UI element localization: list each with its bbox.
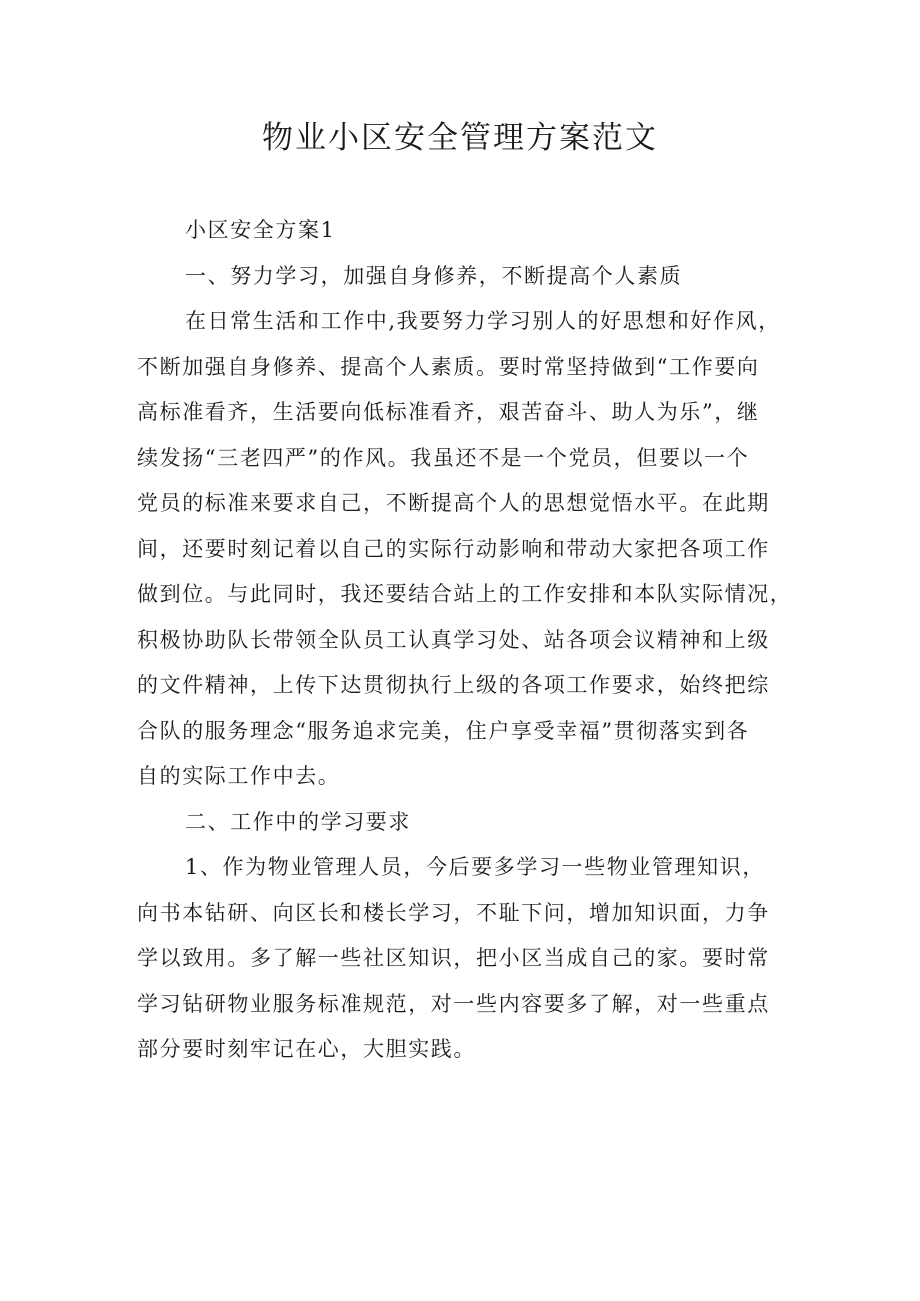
text-line: 小区安全方案1 — [185, 218, 336, 242]
text-line: 向书本钻研、向区长和楼长学习，不耻下问，增加知识面，力争 — [137, 900, 770, 925]
text-line: 二、工作中的学习要求 — [185, 809, 411, 834]
paragraph-daily-study — [137, 299, 797, 800]
text-line: 高标准看齐，生活要向低标准看齐，艰苦奋斗、助人为乐”，继 — [137, 400, 760, 424]
section-heading-study — [137, 254, 797, 300]
text-line: 合队的服务理念“服务追求完美，住户享受幸福”贯彻落实到各 — [137, 718, 750, 743]
text-line: 不断加强自身修养、提高个人素质。要时常坚持做到“工作要向 — [137, 354, 760, 379]
text-line: 1、作为物业管理人员，今后要多学习一些物业管理知识， — [185, 855, 765, 879]
section-heading-work-study — [137, 800, 797, 846]
text-line: 部分要时刻牢记在心，大胆实践。 — [137, 1037, 476, 1061]
text-line: 学以致用。多了解一些社区知识，把小区当成自己的家。要时常 — [137, 946, 770, 970]
section-heading-plan-1 — [137, 208, 797, 254]
document-body — [137, 208, 797, 1073]
text-line: 续发扬“三老四严”的作风。我虽还不是一个党员，但要以一个 — [137, 445, 750, 470]
text-line: 间，还要时刻记着以自己的实际行动影响和带动大家把各项工作 — [137, 536, 770, 561]
text-line: 一、努力学习，加强自身修养，不断提高个人素质 — [185, 263, 683, 288]
text-line: 党员的标准来要求自己，不断提高个人的思想觉悟水平。在此期 — [137, 491, 770, 515]
document-title: 物业小区安全管理方案范文 — [262, 120, 658, 156]
text-line: 的文件精神，上传下达贯彻执行上级的各项工作要求，始终把综 — [137, 673, 770, 697]
text-line: 在日常生活和工作中,我要努力学习别人的好思想和好作风， — [185, 309, 781, 333]
paragraph-property-knowledge — [137, 845, 797, 1073]
text-line: 做到位。与此同时，我还要结合站上的工作安排和本队实际情况， — [137, 582, 793, 606]
text-line: 学习钻研物业服务标准规范，对一些内容要多了解，对一些重点 — [137, 991, 770, 1016]
text-line: 积极协助队长带领全队员工认真学习处、站各项会议精神和上级 — [137, 627, 770, 652]
text-line: 自的实际工作中去。 — [137, 764, 341, 788]
